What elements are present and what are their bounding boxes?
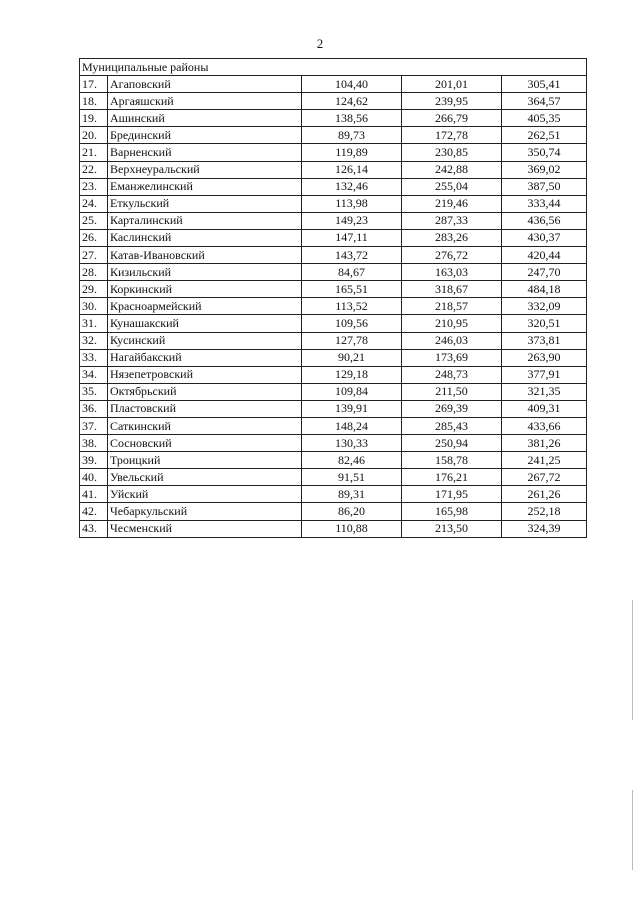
table-row [80,417,587,434]
value-cell-2: 165,98 [402,503,502,520]
value-cell-1: 104,40 [302,76,402,93]
row-number: 19. [80,110,108,127]
district-name: Катав-Ивановский [108,247,302,264]
district-name: Брединский [108,127,302,144]
value-cell-3: 350,74 [502,144,587,161]
value-cell-1: 113,52 [302,298,402,315]
value-cell-2: 213,50 [402,520,502,537]
table-row [80,503,587,520]
table-row [80,178,587,195]
value-cell-2: 242,88 [402,161,502,178]
value-cell-2: 172,78 [402,127,502,144]
value-cell-2: 266,79 [402,110,502,127]
value-cell-1: 90,21 [302,349,402,366]
row-number: 37. [80,417,108,434]
table-row [80,93,587,110]
value-cell-1: 124,62 [302,93,402,110]
row-number: 40. [80,469,108,486]
row-number: 36. [80,400,108,417]
value-cell-3: 430,37 [502,229,587,246]
value-cell-3: 320,51 [502,315,587,332]
district-name: Сосновский [108,435,302,452]
district-name: Аргаяшский [108,93,302,110]
value-cell-1: 113,98 [302,195,402,212]
row-number: 34. [80,366,108,383]
value-cell-3: 484,18 [502,281,587,298]
value-cell-1: 143,72 [302,247,402,264]
table-row [80,400,587,417]
value-cell-3: 305,41 [502,76,587,93]
value-cell-1: 149,23 [302,212,402,229]
value-cell-3: 332,09 [502,298,587,315]
table-row [80,349,587,366]
page-number: 2 [316,36,324,51]
value-cell-2: 287,33 [402,212,502,229]
district-name: Чесменский [108,520,302,537]
value-cell-2: 246,03 [402,332,502,349]
district-name: Ашинский [108,110,302,127]
table-row [80,195,587,212]
row-number: 31. [80,315,108,332]
value-cell-2: 171,95 [402,486,502,503]
value-cell-1: 126,14 [302,161,402,178]
value-cell-1: 82,46 [302,452,402,469]
value-cell-3: 247,70 [502,264,587,281]
row-number: 23. [80,178,108,195]
table-row [80,435,587,452]
row-number: 42. [80,503,108,520]
section-header-row [80,59,587,76]
row-number: 33. [80,349,108,366]
row-number: 38. [80,435,108,452]
table-body [80,59,587,538]
value-cell-1: 89,31 [302,486,402,503]
value-cell-3: 377,91 [502,366,587,383]
row-number: 41. [80,486,108,503]
value-cell-1: 129,18 [302,366,402,383]
section-title: Муниципальные районы [80,59,587,76]
row-number: 28. [80,264,108,281]
district-name: Нагайбакский [108,349,302,366]
value-cell-2: 276,72 [402,247,502,264]
row-number: 30. [80,298,108,315]
value-cell-1: 86,20 [302,503,402,520]
value-cell-2: 250,94 [402,435,502,452]
table-row [80,332,587,349]
value-cell-3: 373,81 [502,332,587,349]
value-cell-3: 267,72 [502,469,587,486]
value-cell-2: 210,95 [402,315,502,332]
value-cell-2: 218,57 [402,298,502,315]
district-name: Кусинский [108,332,302,349]
row-number: 43. [80,520,108,537]
value-cell-3: 381,26 [502,435,587,452]
value-cell-2: 163,03 [402,264,502,281]
value-cell-3: 409,31 [502,400,587,417]
value-cell-2: 211,50 [402,383,502,400]
value-cell-1: 119,89 [302,144,402,161]
value-cell-3: 433,66 [502,417,587,434]
table-row [80,315,587,332]
table-row [80,520,587,537]
table-row [80,366,587,383]
row-number: 22. [80,161,108,178]
value-cell-2: 255,04 [402,178,502,195]
row-number: 21. [80,144,108,161]
value-cell-3: 263,90 [502,349,587,366]
value-cell-1: 130,33 [302,435,402,452]
value-cell-2: 219,46 [402,195,502,212]
table-row [80,247,587,264]
table-row [80,298,587,315]
value-cell-2: 318,67 [402,281,502,298]
value-cell-3: 405,35 [502,110,587,127]
scan-edge-mark [632,790,633,870]
table-row [80,383,587,400]
row-number: 17. [80,76,108,93]
district-name: Увельский [108,469,302,486]
value-cell-2: 239,95 [402,93,502,110]
value-cell-1: 165,51 [302,281,402,298]
table-row [80,486,587,503]
district-name: Еткульский [108,195,302,212]
table-row [80,76,587,93]
district-name: Кунашакский [108,315,302,332]
row-number: 32. [80,332,108,349]
value-cell-3: 321,35 [502,383,587,400]
value-cell-1: 139,91 [302,400,402,417]
district-name: Пластовский [108,400,302,417]
row-number: 29. [80,281,108,298]
district-name: Уйский [108,486,302,503]
value-cell-1: 109,56 [302,315,402,332]
value-cell-1: 110,88 [302,520,402,537]
value-cell-1: 109,84 [302,383,402,400]
value-cell-3: 324,39 [502,520,587,537]
value-cell-3: 241,25 [502,452,587,469]
value-cell-1: 89,73 [302,127,402,144]
district-name: Нязепетровский [108,366,302,383]
value-cell-3: 387,50 [502,178,587,195]
table-row [80,229,587,246]
table-row [80,452,587,469]
row-number: 25. [80,212,108,229]
value-cell-3: 369,02 [502,161,587,178]
district-name: Кизильский [108,264,302,281]
value-cell-2: 230,85 [402,144,502,161]
value-cell-2: 285,43 [402,417,502,434]
value-cell-2: 269,39 [402,400,502,417]
district-name: Карталинский [108,212,302,229]
district-name: Агаповский [108,76,302,93]
row-number: 26. [80,229,108,246]
district-name: Коркинский [108,281,302,298]
value-cell-1: 138,56 [302,110,402,127]
value-cell-3: 333,44 [502,195,587,212]
district-name: Верхнеуральский [108,161,302,178]
value-cell-1: 147,11 [302,229,402,246]
value-cell-2: 176,21 [402,469,502,486]
table-row [80,212,587,229]
value-cell-2: 248,73 [402,366,502,383]
district-name: Саткинский [108,417,302,434]
value-cell-3: 436,56 [502,212,587,229]
value-cell-1: 132,46 [302,178,402,195]
row-number: 35. [80,383,108,400]
district-name: Красноармейский [108,298,302,315]
row-number: 24. [80,195,108,212]
row-number: 39. [80,452,108,469]
value-cell-1: 91,51 [302,469,402,486]
value-cell-1: 84,67 [302,264,402,281]
district-name: Варненский [108,144,302,161]
row-number: 20. [80,127,108,144]
district-name: Еманжелинский [108,178,302,195]
table-row [80,110,587,127]
value-cell-3: 261,26 [502,486,587,503]
district-name: Троицкий [108,452,302,469]
value-cell-2: 283,26 [402,229,502,246]
value-cell-1: 148,24 [302,417,402,434]
row-number: 18. [80,93,108,110]
value-cell-3: 420,44 [502,247,587,264]
value-cell-3: 252,18 [502,503,587,520]
table-row [80,469,587,486]
municipal-districts-table [79,58,587,538]
scan-edge-mark [632,600,633,720]
value-cell-2: 158,78 [402,452,502,469]
value-cell-3: 364,57 [502,93,587,110]
value-cell-2: 173,69 [402,349,502,366]
table-row [80,161,587,178]
table-row [80,127,587,144]
district-name: Чебаркульский [108,503,302,520]
district-name: Октябрьский [108,383,302,400]
table-row [80,264,587,281]
district-name: Каслинский [108,229,302,246]
value-cell-1: 127,78 [302,332,402,349]
table-row [80,281,587,298]
value-cell-2: 201,01 [402,76,502,93]
table-row [80,144,587,161]
value-cell-3: 262,51 [502,127,587,144]
row-number: 27. [80,247,108,264]
